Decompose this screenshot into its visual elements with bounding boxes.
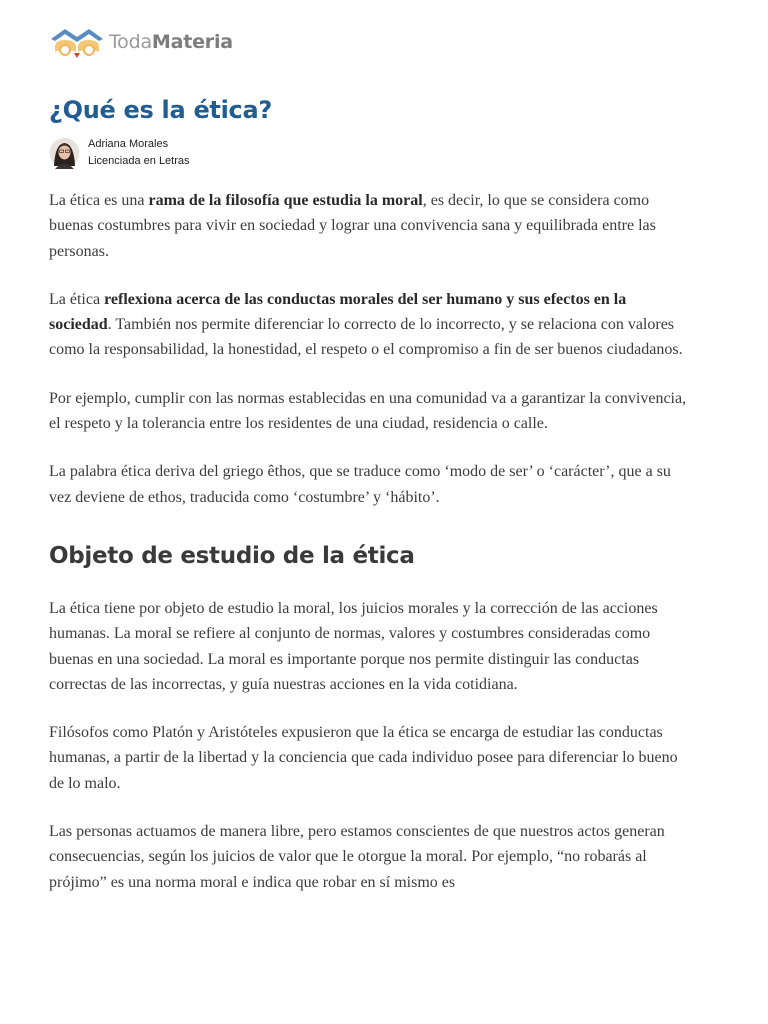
paragraph-5: La ética tiene por objeto de estudio la moral, los juicios morales y la corrección de las acciones humanas. La moral se refiere al conjunto de normas, valores y costumbres consideradas como buenas en una sociedad. La moral es importante porque nos permite distinguir las conductas correctas de las incorrectas, y guía nuestras acciones en la vida cotidiana. [49,599,658,693]
article-body [49,188,691,918]
paragraph-3: Por ejemplo, cumplir con las normas establecidas en una comunidad va a garantizar la convivencia, el respeto y la tolerancia entre los residentes de una ciudad, residencia o calle. [49,389,687,433]
paragraph-1-text-c: , es decir, lo que se considera como buenas costumbres para vivir en sociedad y lograr una convivencia sana y equilibrada entre las personas. [49,192,656,260]
paragraph-2-text-a: La ética [49,290,105,308]
paragraph-1-text-a: La ética es una [49,192,149,209]
paragraph-2 [49,287,691,363]
article-title: ¿Qué es la ética? [49,96,272,124]
author-role: Licenciada en Letras [88,155,190,167]
paragraph-7: Las personas actuamos de manera libre, pero estamos conscientes de que nuestros actos generan consecuencias, según los juicios de valor que le otorgue la moral. Por ejemplo, “no robarás al prójimo” es una norma moral e indica que robar en sí mismo es [49,823,665,891]
paragraph-4: La palabra ética deriva del griego êthos, que se traduce como ‘modo de ser’ o ‘carácter’, que a su vez deviene de ethos, traducida como ‘costumbre’ y ‘hábito’. [49,463,671,506]
author-byline [49,136,190,170]
brand-name-part2: Materia [151,30,233,53]
site-header [49,24,233,60]
author-meta [88,136,190,170]
paragraph-1-bold: rama de la filosofía que estudia la moral [148,192,423,209]
brand-name[interactable] [109,30,233,53]
paragraph-6: Filósofos como Platón y Aristóteles expusieron que la ética se encarga de estudiar las conductas humanas, a partir de la libertad y la conciencia que cada individuo posee para diferenciar lo bueno de lo malo. [49,724,678,792]
section-heading: Objeto de estudio de la ética [49,542,415,569]
paragraph-1 [49,188,691,264]
author-avatar[interactable] [49,136,80,170]
paragraph-2-text-c: . También nos permite diferenciar lo correcto de lo incorrecto, y se relaciona con valores como la responsabilidad, la honestidad, el respeto o el compromiso a fin de ser buenos ciudadanos. [49,316,683,359]
owl-logo-icon[interactable] [49,25,105,59]
paragraph-2-bold: reflexiona acerca de las conductas morales del ser humano y sus efectos en la sociedad [49,290,627,334]
author-name[interactable]: Adriana Morales [88,138,169,150]
brand-name-part1: Toda [109,30,152,53]
